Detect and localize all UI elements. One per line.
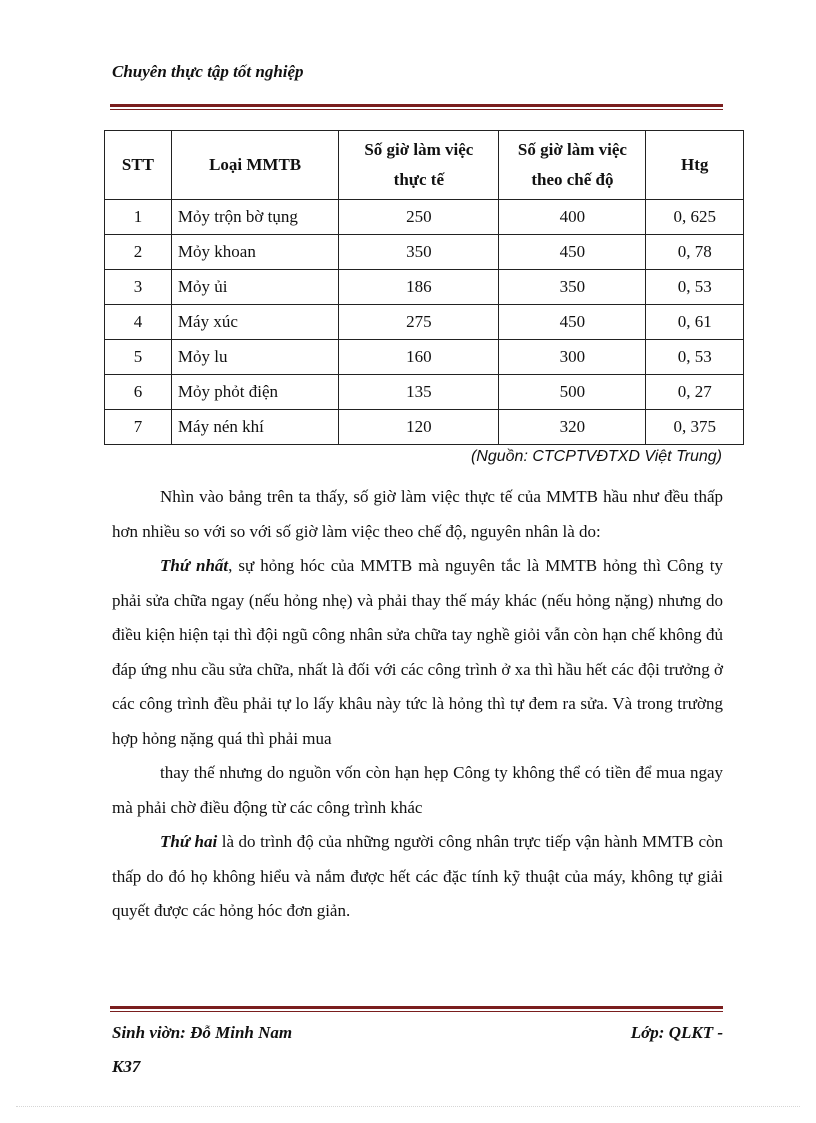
col-header-plan-hours (499, 131, 646, 200)
paragraph-continuation: thay thế nhưng do nguồn vốn còn hạn hẹp Công ty không thể có tiền để mua ngay mà phải chờ điều động từ các công trình khác (112, 763, 723, 817)
equipment-hours-table (104, 130, 744, 445)
col-header-actual-line1: Số giờ làm việc (364, 140, 474, 159)
cell-type: Mỏy phỏt điện (171, 375, 338, 410)
paragraph-reason-one (112, 549, 723, 756)
table-row (105, 305, 744, 340)
cell-stt: 5 (105, 340, 172, 375)
cell-plan: 300 (499, 340, 646, 375)
cell-htg: 0, 53 (646, 270, 744, 305)
cell-htg: 0, 78 (646, 235, 744, 270)
cell-plan: 350 (499, 270, 646, 305)
paragraph-intro: Nhìn vào bảng trên ta thấy, số giờ làm việc thực tế của MMTB hầu như đều thấp hơn nhiều so với so với số giờ làm việc theo chế độ, nguyên nhân là do: (112, 487, 723, 541)
cell-actual: 160 (339, 340, 499, 375)
cell-plan: 450 (499, 235, 646, 270)
table-row (105, 200, 744, 235)
page-header-title: Chuyên thực tập tốt nghiệp (112, 62, 304, 81)
cell-plan: 400 (499, 200, 646, 235)
table-row (105, 270, 744, 305)
reason-one-lead: Thứ nhất (160, 556, 229, 575)
cell-actual: 120 (339, 410, 499, 445)
cell-htg: 0, 53 (646, 340, 744, 375)
col-header-stt: STT (105, 131, 172, 200)
reason-two-lead: Thứ hai (160, 832, 218, 851)
cell-htg: 0, 27 (646, 375, 744, 410)
cell-type: Mỏy lu (171, 340, 338, 375)
cell-actual: 275 (339, 305, 499, 340)
col-header-actual-line2: thực tế (393, 170, 444, 189)
reason-one-text: , sự hỏng hóc của MMTB mà nguyên tắc là MMTB hỏng thì Công ty phải sửa chữa ngay (nếu hỏng nhẹ) và phải thay thế máy khác (nếu hỏng nặng) nhưng do điều kiện hiện tại thì đội ngũ công nhân sửa chữa tay nghề giỏi vẫn còn hạn chế không đủ đáp ứng nhu cầu sửa chữa, nhất là đối với các công trình ở xa thì hầu hết các đội trưởng ở các công trình đều phải tự lo lấy khâu này tức là hỏng thì tự đem ra sửa. Và trong trường hợp hỏng nặng quá thì phải mua (112, 556, 724, 748)
col-header-htg: Htg (646, 131, 744, 200)
cell-stt: 3 (105, 270, 172, 305)
cell-type: Mỏy trộn bờ tụng (171, 200, 338, 235)
table-row (105, 410, 744, 445)
table-row (105, 340, 744, 375)
cell-actual: 186 (339, 270, 499, 305)
col-header-plan-line1: Số giờ làm việc (517, 140, 627, 159)
cell-actual: 350 (339, 235, 499, 270)
body-text (112, 480, 723, 929)
cell-plan: 320 (499, 410, 646, 445)
cell-stt: 4 (105, 305, 172, 340)
cell-actual: 135 (339, 375, 499, 410)
cell-stt: 7 (105, 410, 172, 445)
footer-student (112, 1016, 292, 1084)
cell-stt: 6 (105, 375, 172, 410)
page-edge-dots (16, 1106, 800, 1107)
cell-type: Máy xúc (171, 305, 338, 340)
footer-divider (110, 1006, 723, 1012)
table-source-note: (Nguồn: CTCPTVĐTXD Việt Trung) (470, 448, 722, 465)
cell-htg: 0, 61 (646, 305, 744, 340)
cell-stt: 2 (105, 235, 172, 270)
cell-actual: 250 (339, 200, 499, 235)
cell-type: Máy nén khí (171, 410, 338, 445)
cell-stt: 1 (105, 200, 172, 235)
col-header-type: Loại MMTB (171, 131, 338, 200)
col-header-plan-line2: theo chế độ (531, 170, 614, 189)
cell-plan: 500 (499, 375, 646, 410)
cell-plan: 450 (499, 305, 646, 340)
header-divider (110, 104, 723, 110)
footer-class-label: Lớp: QLKT - (630, 1023, 723, 1042)
col-header-actual-hours (339, 131, 499, 200)
cell-htg: 0, 625 (646, 200, 744, 235)
table-header-row (105, 131, 744, 200)
footer-student-name: Sinh viờn: Đỗ Minh Nam (112, 1023, 293, 1042)
reason-two-text: là do trình độ của những người công nhân trực tiếp vận hành MMTB còn thấp do đó họ không hiểu và nắm được hết các đặc tính kỹ thuật của máy, không tự giải quyết được các hỏng hóc đơn giản. (112, 832, 723, 920)
table-row (105, 235, 744, 270)
paragraph-reason-two (112, 825, 723, 929)
cell-htg: 0, 375 (646, 410, 744, 445)
cell-type: Mỏy ủi (171, 270, 338, 305)
cell-type: Mỏy khoan (171, 235, 338, 270)
table-row (105, 375, 744, 410)
footer-class-code: K37 (112, 1057, 141, 1076)
